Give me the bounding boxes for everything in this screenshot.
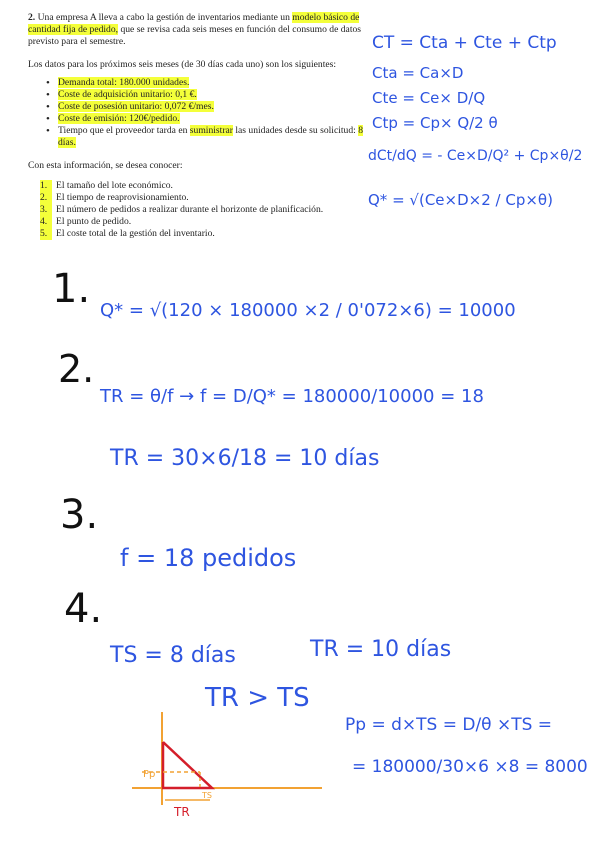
questions-intro: Con esta información, se desea conocer: (28, 160, 183, 171)
section-3-number: 3. (60, 492, 99, 538)
list-item: 4. El punto de pedido. (40, 216, 132, 227)
section-3-equation: f = 18 pedidos (120, 544, 297, 572)
inventory-graph (132, 712, 322, 819)
section-4-ts: TS = 8 días (110, 643, 236, 668)
intro-highlight: modelo básico de cantidad fija de pedido, (28, 12, 360, 35)
list-item: • Coste de adquisición unitario: 0,1 €. (58, 89, 363, 101)
section-1-equation: Q* = √(120 × 180000 ×2 / 0'072×6) = 10000 (100, 300, 516, 321)
formula-q-star: Q* = √(Ce×D×2 / Cp×θ) (368, 191, 553, 209)
section-2-number: 2. (58, 347, 95, 391)
section-4-number: 4. (64, 586, 103, 632)
section-2-equation-2: TR = 30×6/18 = 10 días (110, 446, 380, 471)
section-4-tr: TR = 10 días (310, 637, 452, 662)
formula-cte: Cte = Ce× D/Q (372, 89, 486, 107)
list-item: • Coste de emisión: 120€/pedido. (58, 113, 363, 125)
list-item: • Demanda total: 180.000 unidades. (58, 77, 363, 89)
section-2-equation-1: TR = θ/f → f = D/Q* = 180000/10000 = 18 (100, 386, 484, 407)
section-1-number: 1. (52, 266, 91, 312)
graph-tr-label: TR (174, 805, 190, 819)
section-4-equation-1: Pp = d×TS = D/θ ×TS = (345, 715, 553, 735)
intro-text-b: que se revisa cada seis meses en función del consumo de datos previsto para el semestre. (28, 24, 362, 47)
list-item: 3. El número de pedidos a realizar durante el horizonte de planificación. (40, 204, 324, 215)
intro-text-a: Una empresa A lleva a cabo la gestión de inventarios mediante un (37, 12, 293, 23)
section-4-comparison: TR > TS (205, 683, 310, 713)
list-item: 5. El coste total de la gestión del inventario. (40, 228, 215, 239)
formula-derivative: dCt/dQ = - Ce×D/Q² + Cp×θ/2 (368, 148, 583, 164)
formula-total-cost: CT = Cta + Cte + Ctp (372, 33, 557, 53)
section-4-equation-2: = 180000/30×6 ×8 = 8000 (352, 757, 588, 777)
list-item: • Coste de posesión unitario: 0,072 €/mes. (58, 101, 363, 113)
data-intro: Los datos para los próximos seis meses (de 30 días cada uno) son los siguientes: (28, 59, 337, 70)
graph-pp-label: Pp (143, 769, 156, 780)
list-item: 2. El tiempo de reaprovisionamiento. (40, 192, 189, 203)
list-item: 1. El tamaño del lote económico. (40, 180, 173, 191)
formula-cta: Cta = Ca×D (372, 64, 464, 82)
formula-ctp: Ctp = Cp× Q/2 θ (372, 114, 498, 132)
problem-number: 2. (28, 12, 36, 23)
graph-ts-label: TS (202, 791, 212, 800)
graph-stock-triangle (163, 742, 212, 788)
list-item: • Tiempo que el proveedor tarda en suministrar las unidades desde su solicitud: 8 días. (58, 125, 363, 149)
